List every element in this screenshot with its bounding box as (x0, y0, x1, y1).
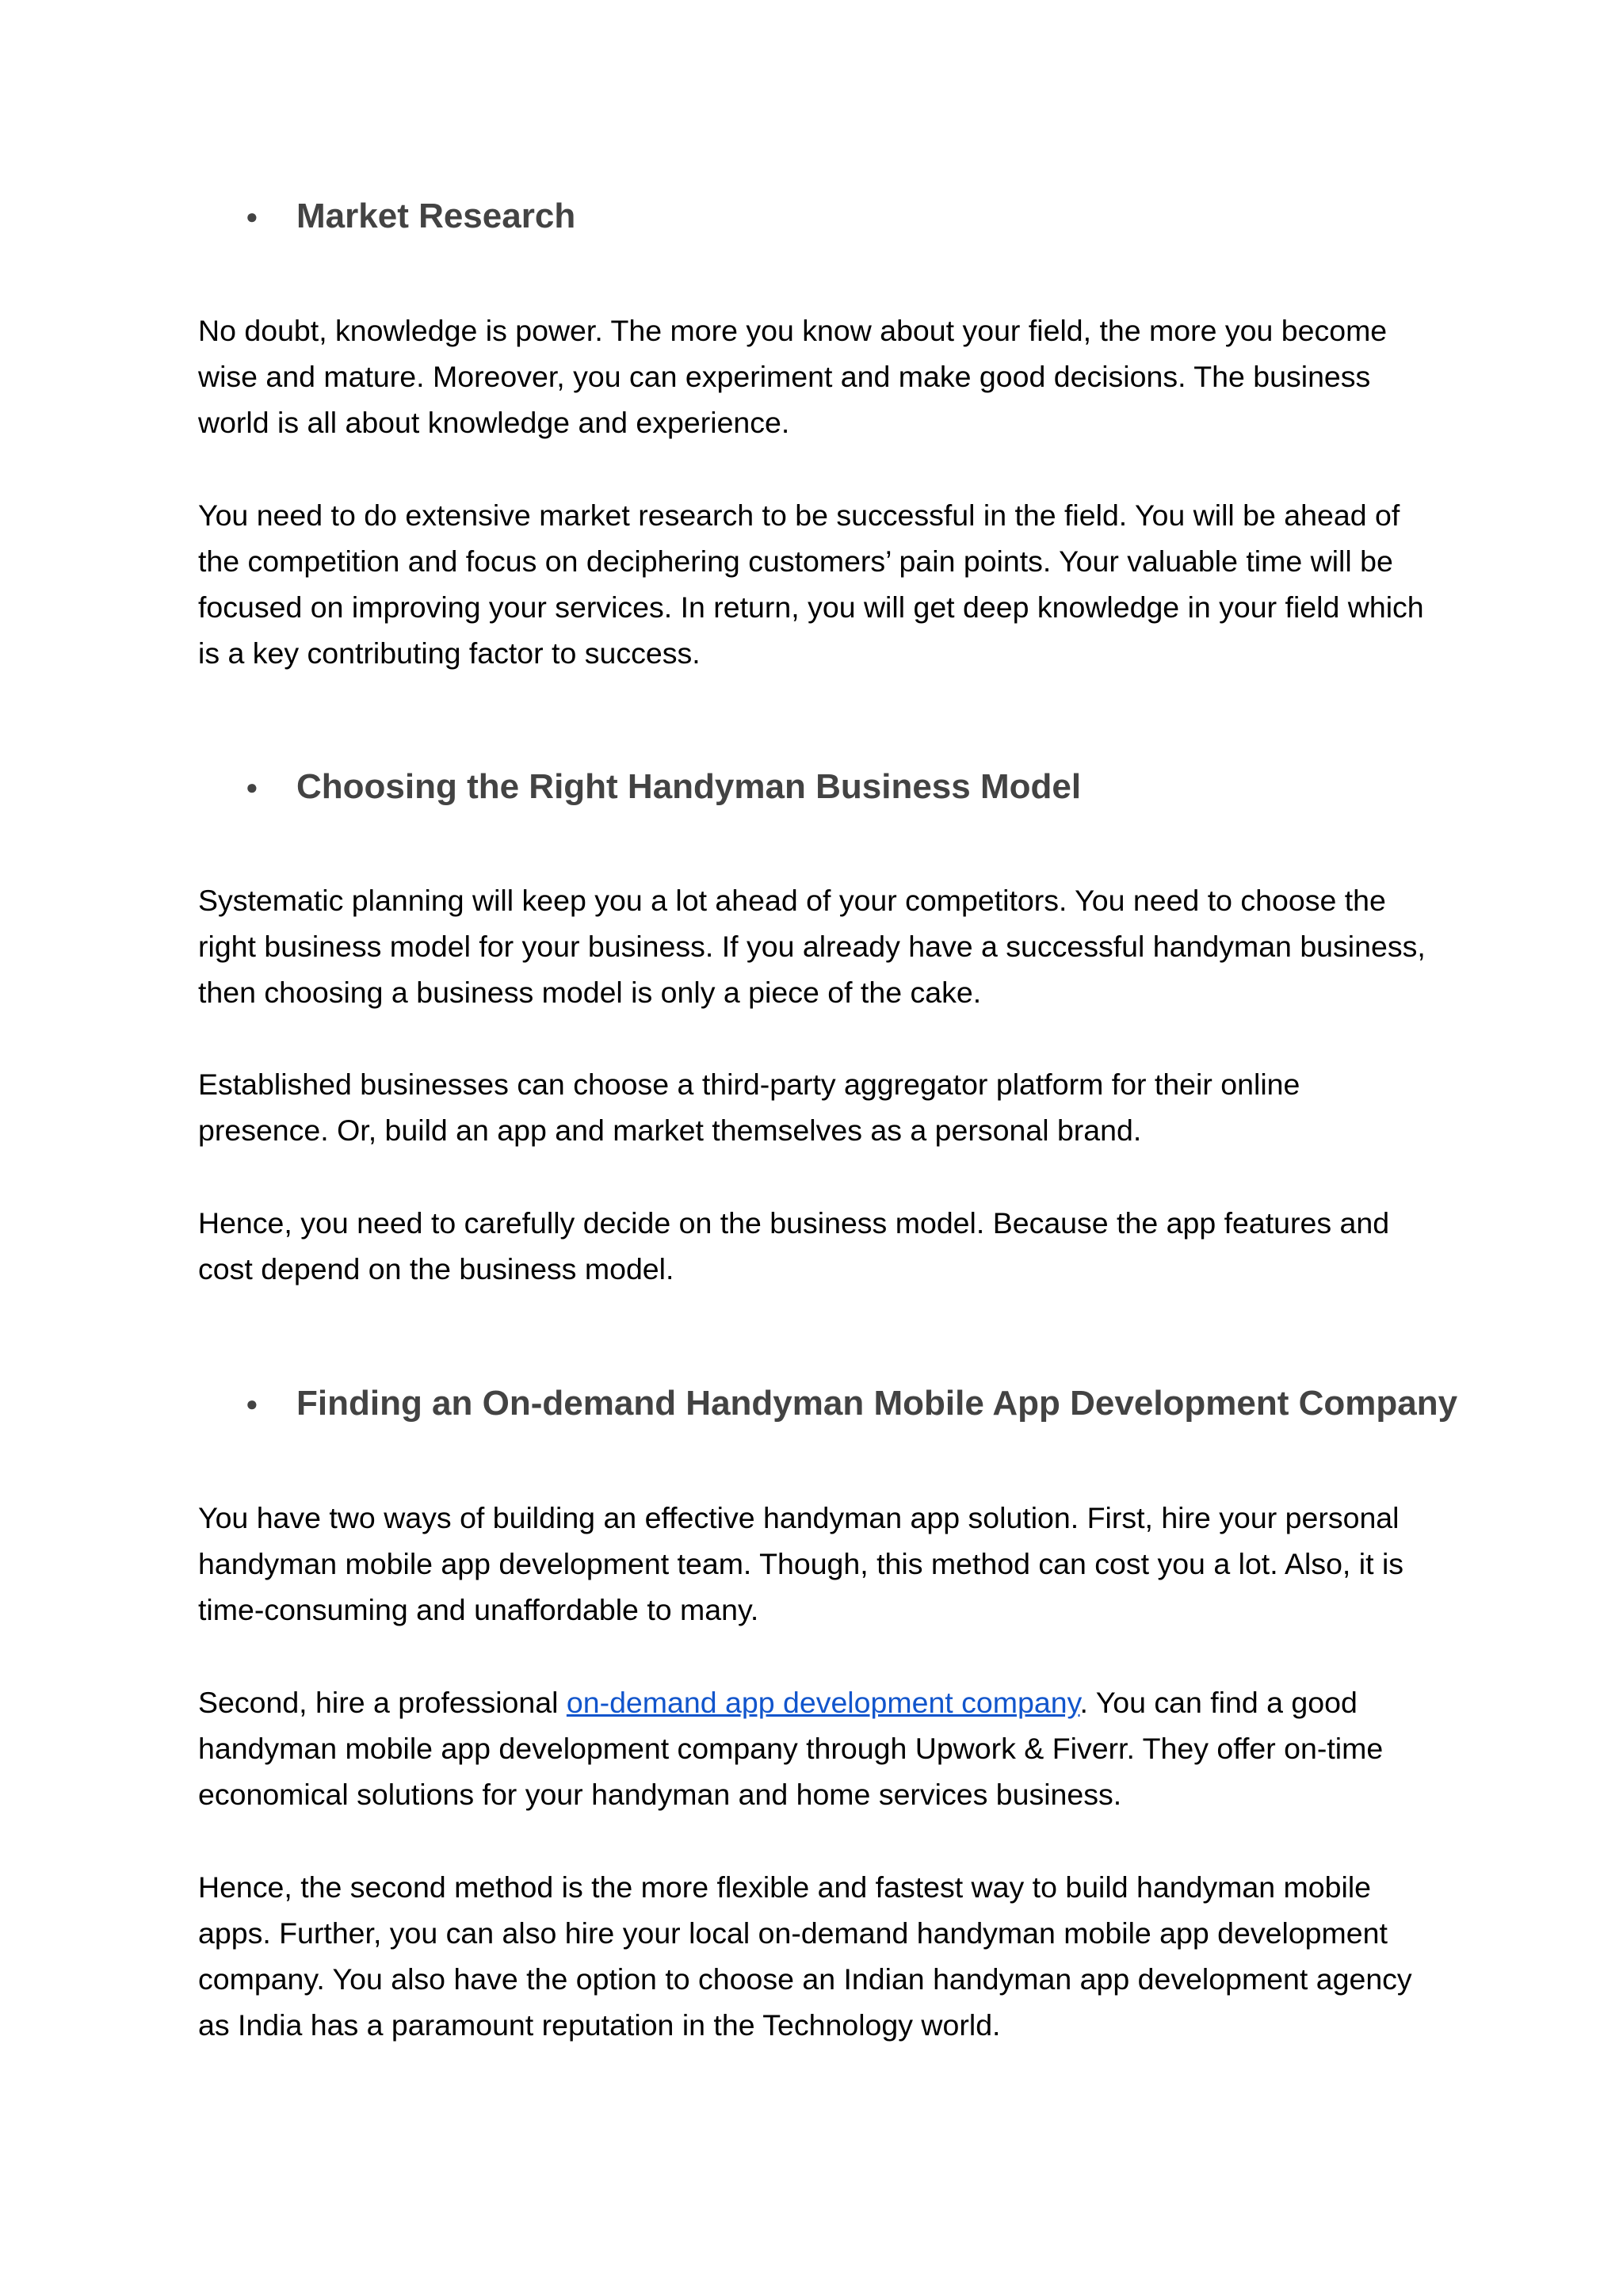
paragraph-text: Established businesses can choose a third-party aggregator platform for their online presence. Or, build an app and market themselves as a personal brand. (198, 1068, 1300, 1147)
paragraph (198, 1864, 1434, 2048)
paragraph-text: Hence, you need to carefully decide on the business model. Because the app features and cost depend on the business model. (198, 1206, 1390, 1286)
paragraph-text: Systematic planning will keep you a lot ahead of your competitors. You need to choose the right business model for your business. If you already have a successful handyman business, then choosing a business model is only a piece of the cake. (198, 884, 1426, 1009)
paragraph (198, 1679, 1434, 1817)
heading-text: Market Research (296, 197, 576, 235)
paragraph (198, 1061, 1434, 1153)
paragraph (198, 492, 1434, 676)
section-heading-business-model (246, 767, 1081, 807)
paragraph-text: You have two ways of building an effective handyman app solution. First, hire your personal handyman mobile app development team. Though, this method can cost you a lot. Also, it is time-consuming and unaffordable to many. (198, 1501, 1404, 1626)
paragraph (198, 877, 1434, 1015)
paragraph-text: You need to do extensive market research to be successful in the field. You will be ahead of the competition and focus on deciphering customers’ pain points. Your valuable time will be focused on improving your services. In return, you will get deep knowledge in your field which is a key contributing factor to success. (198, 499, 1424, 670)
paragraph (198, 1495, 1434, 1633)
paragraph-text: No doubt, knowledge is power. The more you know about your field, the more you become wise and mature. Moreover, you can experiment and make good decisions. The business world is all about knowledge and experience. (198, 314, 1388, 439)
heading-text: Choosing the Right Handyman Business Model (296, 767, 1082, 806)
paragraph-text-before-link: Second, hire a professional (198, 1686, 567, 1719)
section-heading-market-research (246, 197, 575, 236)
paragraph-text (198, 1679, 1434, 1817)
bullet-icon: ● (246, 774, 258, 799)
heading-text: Finding an On-demand Handyman Mobile App Development Company (296, 1384, 1458, 1423)
paragraph (198, 308, 1434, 445)
section-heading-finding-company (246, 1384, 1457, 1423)
on-demand-app-development-company-link[interactable]: on-demand app development company (566, 1686, 1080, 1719)
paragraph-text-after-link: . You can find a good handyman mobile app development company through Upwork & Fiverr. They offer on-time economical solutions for your handyman and home services business. (198, 1686, 1384, 1811)
paragraph (198, 1200, 1434, 1292)
bullet-icon: ● (246, 204, 258, 228)
paragraph-text: Hence, the second method is the more flexible and fastest way to build handyman mobile apps. Further, you can also hire your local on-demand handyman mobile app development company. You also have the option to choose an Indian handyman app development agency as India has a paramount reputation in the Technology world. (198, 1870, 1412, 2042)
bullet-icon: ● (246, 1391, 258, 1415)
